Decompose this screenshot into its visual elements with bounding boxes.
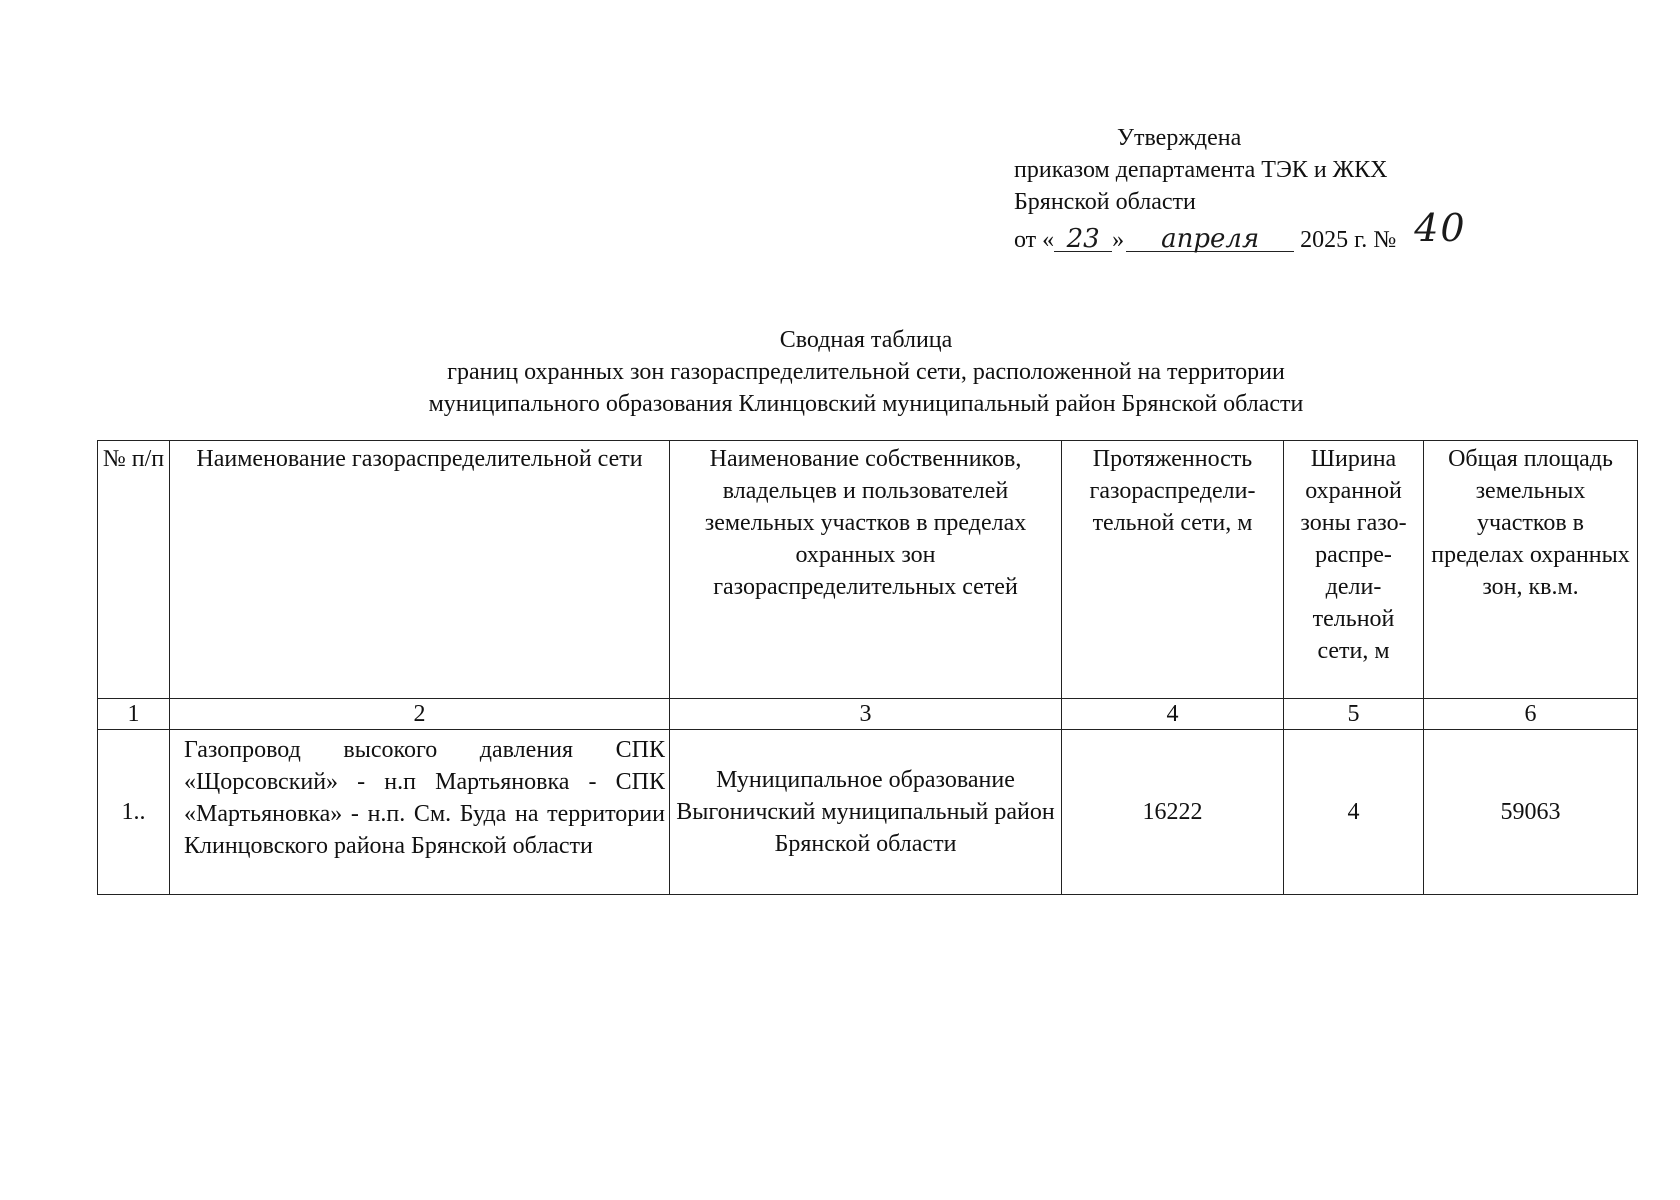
column-number: 3 bbox=[670, 699, 1062, 730]
approval-order-line: приказом департамента ТЭК и ЖКХ bbox=[1014, 157, 1388, 183]
handwritten-month: апреля bbox=[1126, 227, 1294, 252]
column-number: 5 bbox=[1284, 699, 1424, 730]
title-line-3: муниципального образования Клинцовский муниципальный район Брянской области bbox=[428, 391, 1304, 417]
row-zone-width: 4 bbox=[1284, 730, 1424, 895]
row-owners: Муниципальное образование Выгоничский муниципальный район Брянской области bbox=[670, 730, 1062, 895]
header-total-area: Общая площадь земельных участков в пределах охранных зон, кв.м. bbox=[1424, 441, 1638, 699]
header-length: Протяженность газораспредели-тельной сети, м bbox=[1062, 441, 1284, 699]
handwritten-day: 23 bbox=[1054, 227, 1112, 252]
row-total-area: 59063 bbox=[1424, 730, 1638, 895]
header-number: № п/п bbox=[98, 441, 170, 699]
approval-date-line bbox=[1014, 206, 1534, 256]
column-number: 2 bbox=[170, 699, 670, 730]
date-quote-close: » bbox=[1112, 227, 1125, 253]
document-title bbox=[96, 324, 1636, 420]
protection-zones-table bbox=[97, 440, 1638, 895]
row-number: 1.. bbox=[98, 730, 170, 895]
approval-region-line: Брянской области bbox=[1014, 189, 1196, 215]
header-network-name: Наименование газораспределительной сети bbox=[170, 441, 670, 699]
title-line-2: границ охранных зон газораспределительной сети, расположенной на территории bbox=[447, 359, 1285, 385]
column-number: 4 bbox=[1062, 699, 1284, 730]
header-owners: Наименование собственников, владельцев и пользователей земельных участков в пределах охранных зон газораспределительных сетей bbox=[670, 441, 1062, 699]
row-length: 16222 bbox=[1062, 730, 1284, 895]
column-number: 6 bbox=[1424, 699, 1638, 730]
approval-block bbox=[1014, 122, 1534, 256]
title-line-1: Сводная таблица bbox=[779, 327, 953, 353]
row-network-name: Газопровод высокого давления СПК «Щорсовский» - н.п Мартьяновка - СПК «Мартьяновка» - н.п. См. Буда на территории Клинцовского района Брянской области bbox=[170, 730, 670, 895]
column-numbers-row bbox=[98, 699, 1638, 730]
number-sign: № bbox=[1373, 227, 1397, 253]
approval-heading: Утверждена bbox=[1117, 125, 1242, 151]
table-row bbox=[98, 730, 1638, 895]
header-zone-width: Ширина охранной зоны газо-распре-дели-тельной сети, м bbox=[1284, 441, 1424, 699]
date-year: 2025 г. bbox=[1300, 227, 1368, 253]
column-number: 1 bbox=[98, 699, 170, 730]
handwritten-order-number: 40 bbox=[1414, 206, 1467, 250]
table-header-row bbox=[98, 441, 1638, 699]
date-prefix: от « bbox=[1014, 227, 1055, 253]
